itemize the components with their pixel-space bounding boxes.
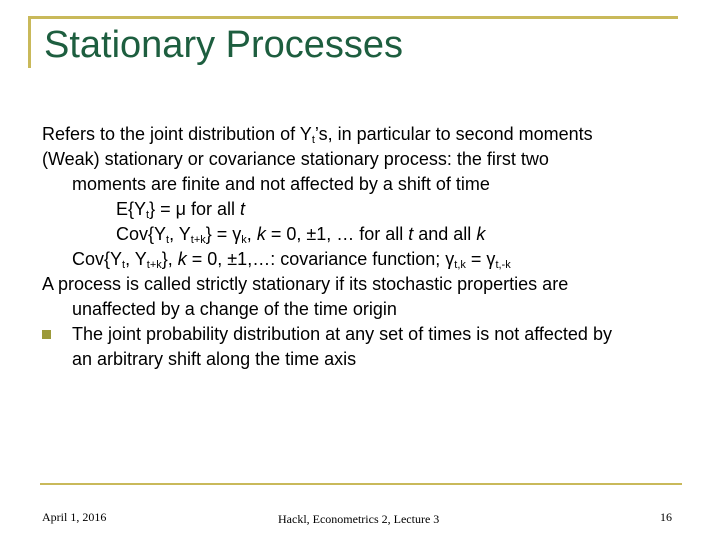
slide-title: Stationary Processes: [44, 24, 404, 66]
slide-body: [42, 122, 692, 372]
formula-covariance: $Cov\{Y_t$, $Y_{t+k}\} = \gamma_k$, k = 0, ±1, … for all t and all k: [116, 224, 486, 246]
bullet-item-1: The joint probability distribution at any set of times is not affected by: [42, 322, 692, 347]
footer-rule: [40, 483, 682, 485]
body-line-8: unaffected by a change of the time origin: [72, 299, 397, 319]
footer-page-number: 16: [660, 510, 672, 524]
body-line-3: moments are finite and not affected by a shift of time: [72, 174, 490, 194]
bullet-item-1-continuation: an arbitrary shift along the time axis: [72, 349, 357, 369]
formula-covariance-function: $Cov\{Y_t$, $Y_{t+k}$}, k = 0, ±1,…: covariance function; $\gamma_{t,k} = \gamma_{t,-k}$: [72, 249, 511, 271]
footer-course: Hackl, Econometrics 2, Lecture 3: [278, 512, 440, 526]
body-line-2: (Weak) stationary or covariance stationary process: the first two: [42, 149, 549, 169]
footer-date: April 1, 2016: [42, 510, 107, 524]
body-line-1: Refers to the joint distribution of $Y_t’s$, in particular to second moments: [42, 124, 593, 146]
square-bullet-icon: [42, 330, 51, 339]
body-line-7: A process is called strictly stationary if its stochastic properties are: [42, 274, 569, 294]
formula-expectation: $E\{Y_t\} = \mu$ for all t: [116, 199, 246, 221]
frame-left-rule: [28, 16, 31, 68]
frame-top-rule: [28, 16, 678, 19]
